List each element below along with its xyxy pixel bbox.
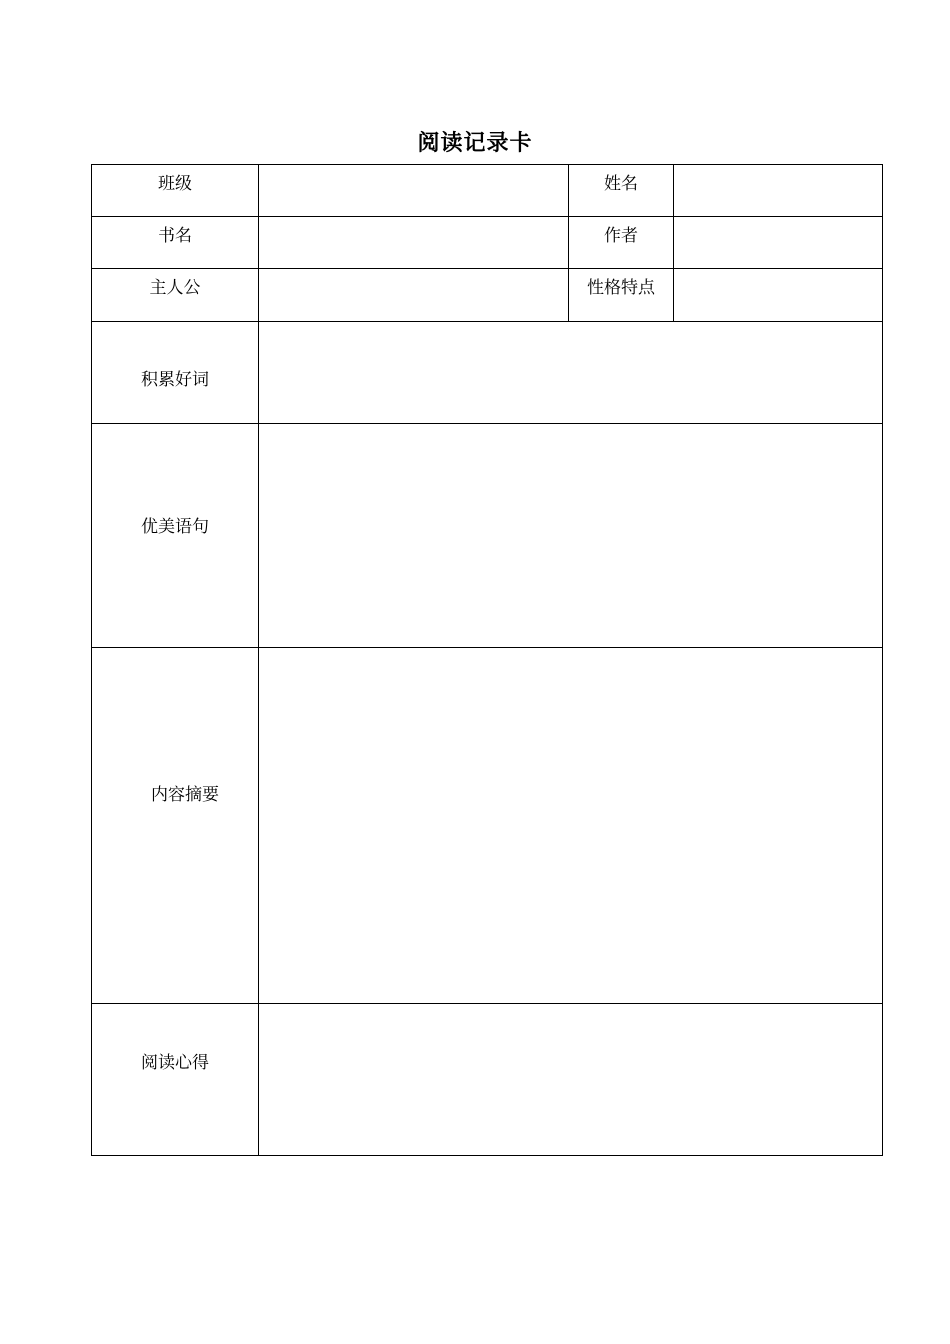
name-field[interactable] (674, 165, 883, 217)
words-field[interactable] (259, 322, 883, 424)
class-label: 班级 (92, 165, 259, 217)
row-sentences (92, 424, 883, 648)
author-field[interactable] (674, 217, 883, 269)
book-field[interactable] (259, 217, 569, 269)
author-label: 作者 (569, 217, 674, 269)
summary-field[interactable] (259, 648, 883, 1004)
page-title: 阅读记录卡 (417, 130, 533, 156)
row-class-name (92, 165, 883, 217)
traits-field[interactable] (674, 269, 883, 322)
protagonist-label: 主人公 (92, 269, 259, 322)
reading-record-form (91, 164, 883, 1156)
sentences-label: 优美语句 (92, 424, 259, 648)
reflection-field[interactable] (259, 1004, 883, 1156)
traits-label: 性格特点 (569, 269, 674, 322)
row-summary (92, 648, 883, 1004)
row-reflection (92, 1004, 883, 1156)
name-label: 姓名 (569, 165, 674, 217)
reflection-label: 阅读心得 (92, 1004, 259, 1156)
row-protagonist-traits (92, 269, 883, 322)
words-label: 积累好词 (92, 322, 259, 424)
summary-label: 内容摘要 (92, 648, 259, 1004)
sentences-field[interactable] (259, 424, 883, 648)
row-words (92, 322, 883, 424)
protagonist-field[interactable] (259, 269, 569, 322)
class-field[interactable] (259, 165, 569, 217)
book-label: 书名 (92, 217, 259, 269)
row-book-author (92, 217, 883, 269)
